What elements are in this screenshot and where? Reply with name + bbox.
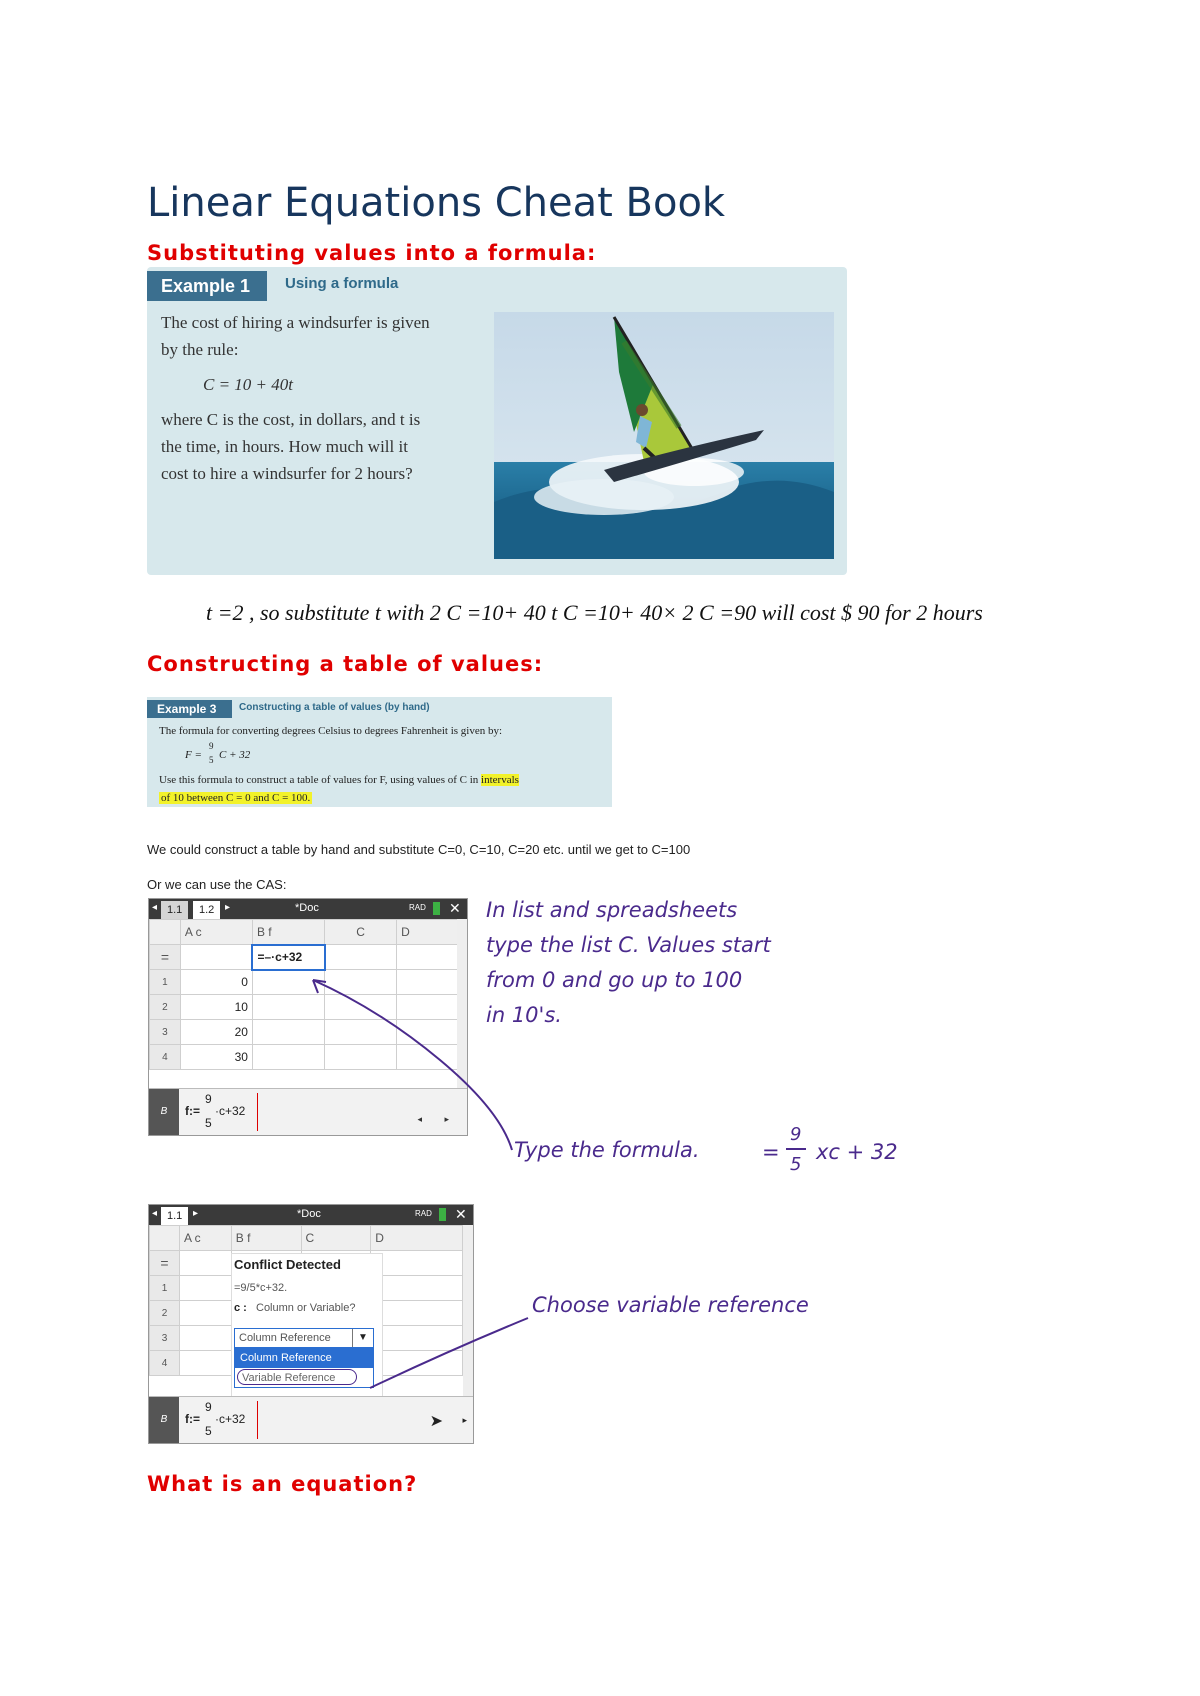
- row-number: 1: [150, 970, 181, 995]
- column-b-header[interactable]: B f: [231, 1226, 301, 1251]
- example-3-frac-den: 5: [209, 755, 214, 765]
- note-formula-label: Type the formula.: [514, 1138, 700, 1162]
- substitution-equation: t =2 , so substitute t with 2 C =10+ 40 t C =10+ 40× 2 C =90 will cost $ 90 for 2 hours: [206, 600, 983, 625]
- note-formula-suffix: xc + 32: [816, 1140, 898, 1164]
- column-b-header[interactable]: B f: [252, 920, 324, 945]
- row-number: 4: [150, 1351, 180, 1376]
- entry-prefix: f:=: [185, 1412, 200, 1426]
- entry-frac-den: 5: [205, 1116, 212, 1130]
- example-1-formula: C = 10 + 40t: [203, 375, 294, 394]
- example-1-subtitle: Using a formula: [285, 275, 399, 292]
- mode-indicator: RAD: [415, 1209, 432, 1218]
- dialog-var: c :: [234, 1302, 247, 1314]
- example-3-highlight-line: of 10 between C = 0 and C = 100.: [161, 792, 311, 804]
- next-page-icon[interactable]: ▸: [193, 1208, 199, 1219]
- entry-suffix: ·c+32: [215, 1412, 246, 1426]
- example-3-badge: Example 3: [147, 700, 232, 718]
- example-3-line: The formula for converting degrees Celsius to degrees Fahrenheit is given by:: [159, 725, 503, 737]
- pointer-icon: ➤: [429, 1413, 443, 1430]
- entry-frac-num: 9: [205, 1092, 212, 1106]
- prev-page-icon[interactable]: ◂: [152, 1208, 158, 1219]
- example-3-formula-suffix: C + 32: [219, 749, 251, 761]
- row-number: 2: [150, 995, 181, 1020]
- nav-right-icon[interactable]: ▸: [462, 1415, 467, 1425]
- by-hand-text: We could construct a table by hand and substitute C=0, C=10, C=20 etc. until we get to C=100: [147, 842, 691, 857]
- row-number: 1: [150, 1276, 180, 1301]
- row-number: 4: [150, 1045, 181, 1070]
- dialog-title: Conflict Detected: [234, 1257, 341, 1272]
- heading-equation: What is an equation?: [147, 1472, 418, 1496]
- note-formula-den: 5: [790, 1154, 802, 1175]
- tab-1-2[interactable]: 1.2: [193, 901, 220, 919]
- note-formula-num: 9: [790, 1124, 802, 1145]
- dialog-formula: =9/5*c+32.: [234, 1282, 288, 1294]
- heading-constructing: Constructing a table of values:: [147, 652, 544, 676]
- example-3-highlight: intervals: [481, 774, 519, 786]
- entry-suffix: ·c+32: [215, 1104, 246, 1118]
- example-1-line: by the rule:: [161, 340, 239, 359]
- cell-a1[interactable]: 0: [180, 970, 252, 995]
- example-1-line: The cost of hiring a windsurfer is given: [161, 313, 430, 332]
- nav-arrows[interactable]: ◂ ▸: [417, 1114, 459, 1124]
- cell-a4[interactable]: 30: [180, 1045, 252, 1070]
- tab-1-1[interactable]: 1.1: [161, 1207, 188, 1225]
- tab-1-1[interactable]: 1.1: [161, 901, 188, 919]
- close-icon[interactable]: ✕: [449, 900, 461, 916]
- row-number: 3: [150, 1326, 180, 1351]
- note-choose: Choose variable reference: [532, 1293, 809, 1317]
- entry-frac-den: 5: [205, 1424, 212, 1438]
- heading-substituting: Substituting values into a formula:: [147, 241, 597, 265]
- row-number: 2: [150, 1301, 180, 1326]
- column-c-header[interactable]: C: [301, 1226, 371, 1251]
- arrow-to-formula: [313, 980, 512, 1150]
- doc-title: *Doc: [297, 1208, 321, 1220]
- dialog-question: Column or Variable?: [256, 1302, 356, 1314]
- note-line: In list and spreadsheets: [486, 898, 738, 922]
- option-variable-reference[interactable]: Variable Reference: [237, 1369, 357, 1385]
- cell-a2[interactable]: 10: [180, 995, 252, 1020]
- entry-frac-num: 9: [205, 1400, 212, 1414]
- option-column-reference[interactable]: Column Reference: [235, 1349, 373, 1368]
- prev-page-icon[interactable]: ◂: [152, 902, 158, 913]
- dropdown-arrow-icon[interactable]: ▼: [352, 1329, 373, 1347]
- arrow-to-variable-reference: [370, 1318, 528, 1388]
- column-a-header[interactable]: A c: [180, 920, 252, 945]
- example-1-badge: Example 1: [147, 271, 267, 301]
- formula-cell-b[interactable]: =–·c+32: [252, 945, 324, 970]
- next-page-icon[interactable]: ▸: [225, 902, 231, 913]
- example-3-formula-prefix: F =: [185, 749, 202, 761]
- page-title: Linear Equations Cheat Book: [147, 180, 726, 226]
- mode-indicator: RAD: [409, 903, 426, 912]
- column-c-header[interactable]: C: [325, 920, 397, 945]
- formula-row-label: =: [150, 945, 181, 970]
- entry-label: B: [149, 1397, 179, 1443]
- select-value: Column Reference: [239, 1332, 331, 1344]
- formula-row-label: =: [150, 1251, 180, 1276]
- entry-prefix: f:=: [185, 1104, 200, 1118]
- example-3-frac-num: 9: [209, 741, 214, 751]
- column-d-header[interactable]: D: [371, 1226, 463, 1251]
- row-number: 3: [150, 1020, 181, 1045]
- example-3-subtitle: Constructing a table of values (by hand): [239, 702, 430, 713]
- example-1-line: cost to hire a windsurfer for 2 hours?: [161, 464, 413, 483]
- close-icon[interactable]: ✕: [455, 1206, 467, 1222]
- entry-label: B: [149, 1089, 179, 1135]
- example-1-line: the time, in hours. How much will it: [161, 437, 408, 456]
- example-1-line: where C is the cost, in dollars, and t is: [161, 410, 421, 429]
- note-line: from 0 and go up to 100: [486, 968, 743, 992]
- note-line: in 10's.: [486, 1003, 562, 1027]
- doc-title: *Doc: [295, 902, 319, 914]
- cas-text: Or we can use the CAS:: [147, 877, 287, 892]
- note-formula-eq: =: [762, 1140, 780, 1164]
- example-3-line3a: Use this formula to construct a table of values for F, using values of C in: [159, 774, 479, 786]
- column-d-header[interactable]: D: [397, 920, 461, 945]
- column-a-header[interactable]: A c: [179, 1226, 231, 1251]
- note-line: type the list C. Values start: [486, 933, 771, 957]
- cell-a3[interactable]: 20: [180, 1020, 252, 1045]
